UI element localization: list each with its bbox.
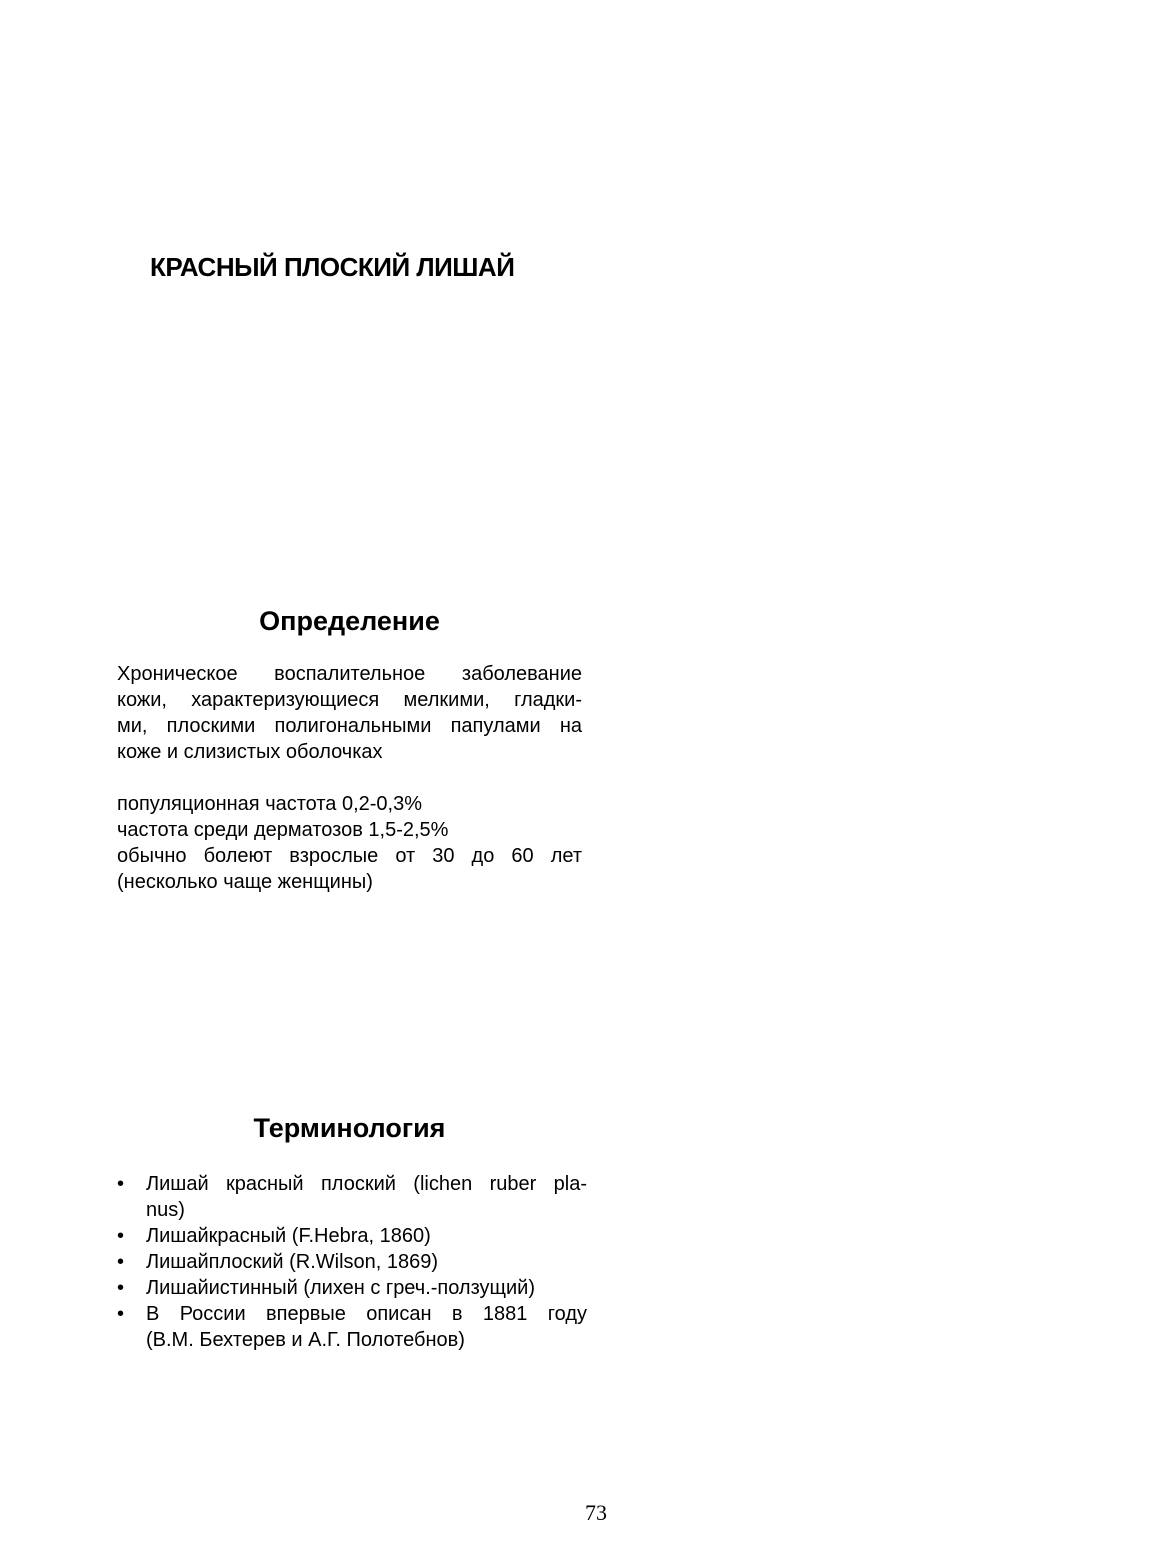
definition-line: кожи, характеризующиеся мелкими, гладки- bbox=[117, 689, 582, 711]
bullet-icon: • bbox=[117, 1251, 125, 1273]
list-item bbox=[117, 1249, 587, 1275]
definition-paragraph bbox=[117, 661, 582, 765]
term-line: nus) bbox=[146, 1199, 185, 1221]
list-item bbox=[117, 1301, 587, 1353]
list-item bbox=[117, 1223, 587, 1249]
epidemiology-facts bbox=[117, 791, 582, 895]
definition-line: коже и слизистых оболочках bbox=[117, 741, 383, 763]
fact-line: популяционная частота 0,2-0,3% bbox=[117, 793, 423, 815]
bullet-icon: • bbox=[117, 1173, 125, 1195]
page-number: 73 bbox=[585, 1500, 607, 1525]
definition-heading: Определение bbox=[259, 606, 440, 636]
bullet-icon: • bbox=[117, 1225, 125, 1247]
bullet-icon: • bbox=[117, 1277, 125, 1299]
fact-line: (несколько чаще женщины) bbox=[117, 871, 373, 893]
page-title: КРАСНЫЙ ПЛОСКИЙ ЛИШАЙ bbox=[150, 252, 515, 282]
definition-line: ми, плоскими полигональными папулами на bbox=[117, 715, 582, 737]
list-item bbox=[117, 1275, 587, 1301]
term-line: Лишайплоский (R.Wilson, 1869) bbox=[146, 1251, 439, 1273]
term-line: Лишайистинный (лихен с греч.-ползущий) bbox=[146, 1277, 535, 1299]
bullet-icon: • bbox=[117, 1303, 125, 1325]
term-line: (В.М. Бехтерев и А.Г. Полотебнов) bbox=[146, 1329, 465, 1351]
term-line: Лишай красный плоский (lichen ruber pla- bbox=[146, 1173, 587, 1195]
definition-line: Хроническое воспалительное заболевание bbox=[117, 663, 582, 685]
fact-line: частота среди дерматозов 1,5-2,5% bbox=[117, 819, 449, 841]
terminology-heading: Терминология bbox=[253, 1113, 446, 1143]
term-line: В России впервые описан в 1881 году bbox=[146, 1303, 587, 1325]
fact-line: обычно болеют взрослые от 30 до 60 лет bbox=[117, 845, 582, 867]
term-line: Лишайкрасный (F.Hebra, 1860) bbox=[146, 1225, 431, 1247]
terminology-list bbox=[117, 1171, 587, 1353]
list-item bbox=[117, 1171, 587, 1223]
